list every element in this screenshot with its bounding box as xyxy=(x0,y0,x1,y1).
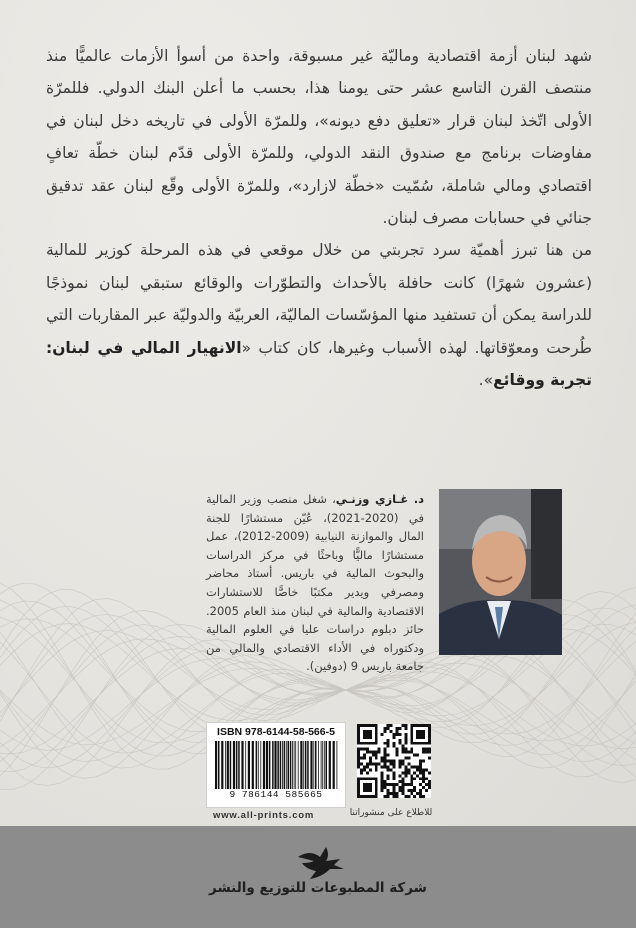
barcode-bar xyxy=(282,741,283,789)
barcode-bar xyxy=(221,741,223,789)
book-title: الانهيار المالي في لبنان: تجربة ووقائع xyxy=(46,338,592,390)
isbn-label: ISBN 978-6144-58-566-5 xyxy=(217,726,335,738)
barcode-bar xyxy=(272,741,274,789)
barcode-bar xyxy=(269,741,271,789)
barcode-bar xyxy=(329,741,331,789)
barcode-bar xyxy=(225,741,226,789)
barcode-bars xyxy=(213,741,339,789)
author-photo xyxy=(439,489,562,655)
barcode-bar xyxy=(324,741,325,789)
barcode-bar xyxy=(305,741,307,789)
barcode-bar xyxy=(310,741,312,789)
barcode-bar xyxy=(215,741,217,789)
barcode-digits: 9 786144 585665 xyxy=(229,789,323,800)
barcode-bar xyxy=(286,741,287,789)
barcode-bar xyxy=(218,741,220,789)
barcode-bar xyxy=(284,741,286,789)
publisher-name: شركة المطبوعات للتوزيع والنشر xyxy=(209,880,427,896)
blurb-paragraph-1: شهد لبنان أزمة اقتصادية وماليّة غير مسبوقة، واحدة من أسوأ الأزمات عالميًّا منذ منتصف القرن التاسع عشر حتى يومنا هذا، بحسب ما أعلن البنك الدولي. فللمرّة الأولى اتّخذ لبنان قرار «تعليق دفع ديونه»، وللمرّة الأولى في تاريخه دخل لبنان في مفاوضات برنامج مع صندوق النقد الدولي، وللمرّة الأولى قدّم لبنان خطّة تعافٍ اقتصادي ومالي شاملة، سُمّيت «خطّة لازارد»، وللمرّة الأولى وقّع لبنان عقد تدقيق جنائي في حسابات مصرف لبنان. xyxy=(46,47,592,228)
barcode-bar xyxy=(307,741,309,789)
barcode-bar xyxy=(280,741,282,789)
barcode-bar xyxy=(277,741,279,789)
barcode-bar xyxy=(248,741,250,789)
barcode-bar xyxy=(266,741,268,789)
barcode-bar xyxy=(227,741,229,789)
barcode-bar xyxy=(258,741,259,789)
barcode-bar xyxy=(295,741,296,789)
barcode-bar xyxy=(321,741,322,789)
barcode-bar xyxy=(260,741,261,789)
barcode-bar xyxy=(245,741,246,789)
qr-code[interactable] xyxy=(357,724,431,798)
barcode-bar xyxy=(322,741,323,789)
barcode-bar xyxy=(252,741,254,789)
barcode-bar xyxy=(230,741,232,789)
blurb xyxy=(46,40,592,396)
barcode-bar xyxy=(236,741,238,789)
barcode-bar xyxy=(238,741,240,789)
bird-logo-icon xyxy=(296,843,350,883)
barcode-bar xyxy=(313,741,314,789)
barcode-bar xyxy=(300,741,302,789)
barcode-bar xyxy=(233,741,235,789)
barcode-bar xyxy=(274,741,276,789)
barcode-bar xyxy=(292,741,293,789)
barcode-bar xyxy=(263,741,265,789)
barcode-bar xyxy=(298,741,299,789)
barcode-bar xyxy=(294,741,295,789)
author-bio-text: ، شغل منصب وزير المالية في (2020-2021)، عُيّن مستشارًا للجنة المال والموازنة النيابية (2009-2012)، عمل مستشارًا ماليًّا وباحثًا في مركز الدراسات والبحوث المالية في باريس. أستاذ محاضر ومصرفي ويدير مكتبًا خاصًّا للاستشارات الاقتصادية والمالية في لبنان منذ العام 2005. حائز دبلوم دراسات عليا في العلوم المالية ودكتوراه في الأداء الاقتصادي والمالي من جامعة باريس 9 (دوفين). xyxy=(206,492,424,674)
barcode-bar xyxy=(326,741,328,789)
barcode-bar xyxy=(337,741,338,789)
isbn-barcode xyxy=(206,722,346,808)
website-link[interactable]: www.all-prints.com xyxy=(213,810,315,821)
barcode-bar xyxy=(333,741,335,789)
barcode-bar xyxy=(315,741,317,789)
barcode-bar xyxy=(288,741,290,789)
author-name: د. غـازي وزنـي xyxy=(335,492,425,506)
barcode-bar xyxy=(290,741,292,789)
blurb-paragraph-2-end: ». xyxy=(478,371,494,390)
blurb-paragraph-2 xyxy=(46,234,592,396)
barcode-bar xyxy=(318,741,319,789)
qr-caption: للاطلاع على منشوراتنا xyxy=(349,808,433,818)
barcode-bar xyxy=(303,741,304,789)
barcode-bar xyxy=(256,741,258,789)
barcode-bar xyxy=(241,741,243,789)
author-bio xyxy=(206,490,424,676)
blurb-paragraph-2-text: من هنا تبرز أهميّة سرد تجربتي من خلال موقعي في هذه المرحلة كوزير للمالية (عشرون شهرًا) كانت حافلة بالأحداث والتطوّرات والوقائع ستبقي لبنان نموذجًا للدراسة يمكن أن تستفيد منها المؤسّسات الماليّة، العربيّة والدوليّة عبر المقاربات التي طُرحت ومعوّقاتها. لهذه الأسباب وغيرها، كان كتاب « xyxy=(46,241,592,357)
